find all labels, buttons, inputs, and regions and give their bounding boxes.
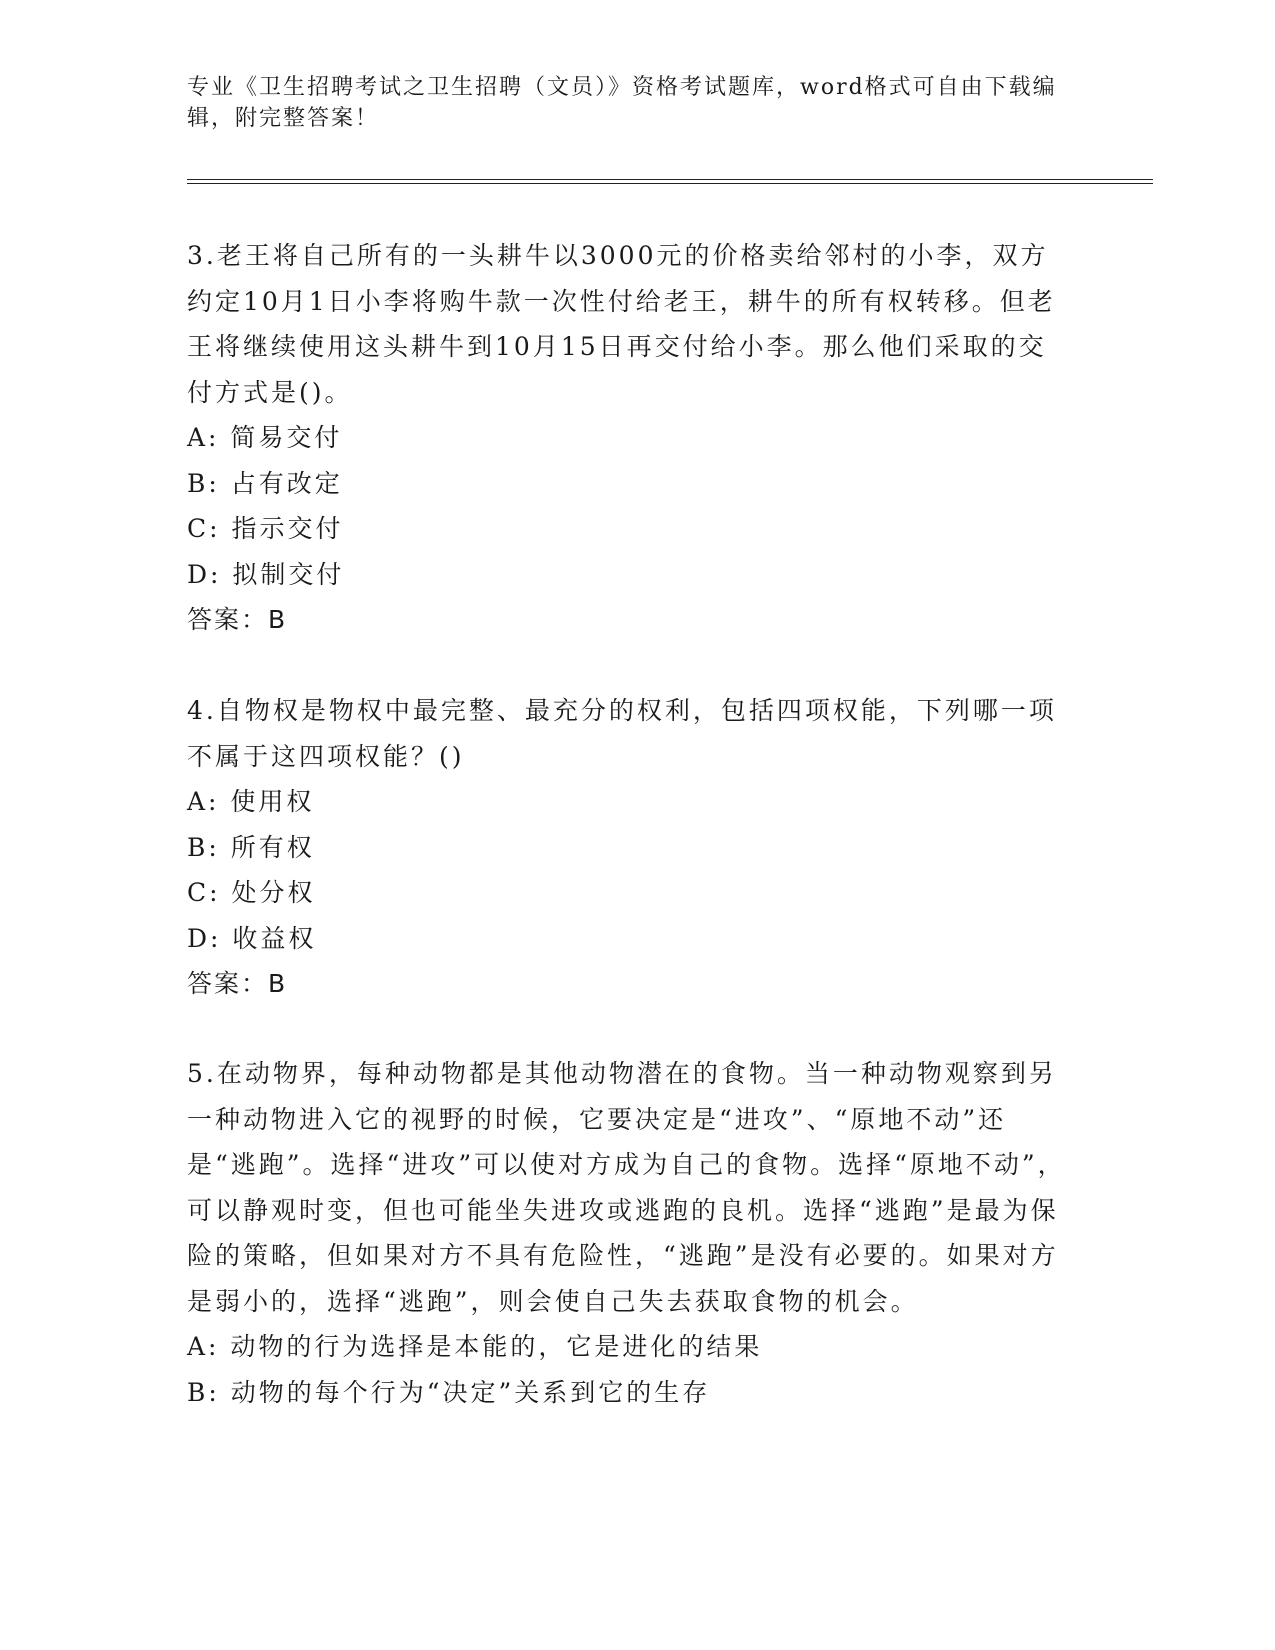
question-5	[187, 1051, 1067, 1415]
document-header: 专业《卫生招聘考试之卫生招聘（文员）》资格考试题库，word格式可自由下载编辑，附完整答案！	[187, 75, 1057, 131]
option-c: C: 指示交付	[187, 514, 344, 543]
header-divider-top	[187, 179, 1153, 180]
question-3	[187, 233, 1067, 643]
option-b: B: 所有权	[187, 832, 315, 862]
option-a: A: 使用权	[187, 787, 315, 816]
question-stem: 3.老王将自己所有的一头耕牛以3000元的价格卖给邻村的小李，双方约定10月1日小李将购牛款一次性付给老王，耕牛的所有权转移。但老王将继续使用这头耕牛到10月15日再交付给小李。那么他们采取的交付方式是()。	[187, 241, 1056, 407]
header-divider-bottom	[187, 183, 1153, 184]
option-a: A: 动物的行为选择是本能的，它是进化的结果	[187, 1332, 763, 1361]
question-stem: 5.在动物界，每种动物都是其他动物潜在的食物。当一种动物观察到另一种动物进入它的视野的时候，它要决定是“进攻”、“原地不动”还是“逃跑”。选择“进攻”可以使对方成为自己的食物。选择“原地不动”，可以静观时变，但也可能坐失进攻或逃跑的良机。选择“逃跑”是最为保险的策略，但如果对方不具有危险性，“逃跑”是没有必要的。如果对方是弱小的，选择“逃跑”，则会使自己失去获取食物的机会。	[187, 1059, 1066, 1316]
option-c: C: 处分权	[187, 878, 316, 907]
option-b: B: 占有改定	[187, 468, 343, 498]
answer-line: 答案：B	[187, 605, 288, 634]
question-stem: 4.自物权是物权中最完整、最充分的权利，包括四项权能，下列哪一项不属于这四项权能？()	[187, 696, 1057, 771]
option-b: B: 动物的每个行为“决定”关系到它的生存	[187, 1377, 711, 1407]
option-d: D: 收益权	[187, 923, 317, 953]
question-4	[187, 688, 1067, 1007]
answer-line: 答案：B	[187, 969, 288, 998]
option-d: D: 拟制交付	[187, 559, 345, 589]
option-a: A: 简易交付	[187, 423, 343, 452]
